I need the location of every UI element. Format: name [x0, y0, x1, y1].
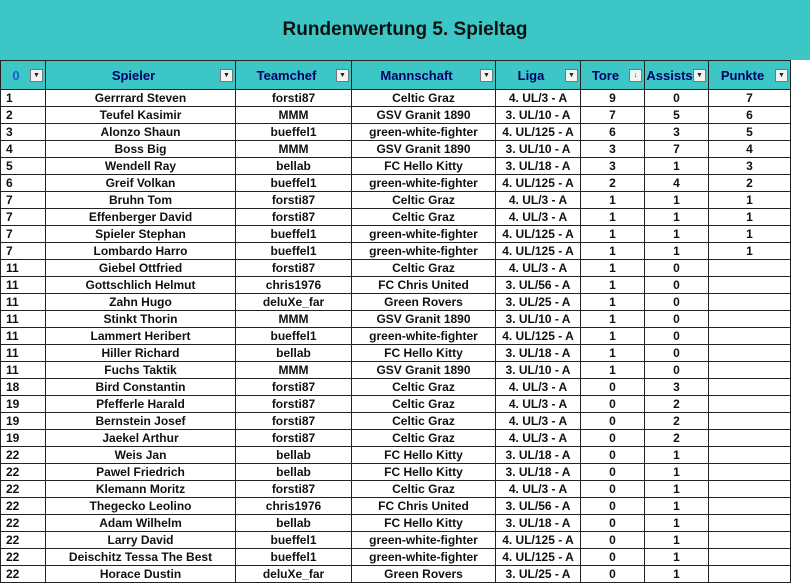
tore-cell: 3	[581, 141, 645, 158]
tore-cell: 7	[581, 107, 645, 124]
liga-cell: 3. UL/10 - A	[496, 311, 581, 328]
page-title: Rundenwertung 5. Spieltag	[282, 19, 528, 40]
column-header-label: Liga	[517, 67, 545, 83]
rank-cell: 3	[1, 124, 46, 141]
rank-cell: 18	[1, 379, 46, 396]
table-row	[1, 430, 791, 447]
assists-cell: 2	[645, 413, 709, 430]
rank-cell: 22	[1, 532, 46, 549]
mannschaft-cell: FC Hello Kitty	[352, 158, 496, 175]
punkte-cell	[709, 260, 791, 277]
punkte-cell	[709, 277, 791, 294]
teamchef-cell: bueffel1	[236, 175, 352, 192]
teamchef-cell: bellab	[236, 345, 352, 362]
liga-cell: 4. UL/3 - A	[496, 379, 581, 396]
column-header-rank	[1, 61, 46, 90]
assists-cell: 1	[645, 464, 709, 481]
punkte-cell	[709, 498, 791, 515]
punkte-cell	[709, 328, 791, 345]
column-header-label: Teamchef	[256, 67, 317, 83]
punkte-cell	[709, 430, 791, 447]
mannschaft-cell: FC Hello Kitty	[352, 447, 496, 464]
liga-cell: 3. UL/18 - A	[496, 447, 581, 464]
tore-cell: 2	[581, 175, 645, 192]
mannschaft-cell: green-white-fighter	[352, 175, 496, 192]
teamchef-cell: bueffel1	[236, 226, 352, 243]
teamchef-cell: forsti87	[236, 430, 352, 447]
column-header-label: Punkte	[720, 67, 765, 83]
column-header-label: Spieler	[111, 67, 156, 83]
teamchef-cell: bellab	[236, 464, 352, 481]
punkte-cell	[709, 379, 791, 396]
table-row	[1, 447, 791, 464]
punkte-cell: 1	[709, 243, 791, 260]
mannschaft-cell: GSV Granit 1890	[352, 107, 496, 124]
punkte-cell: 2	[709, 175, 791, 192]
table-row	[1, 192, 791, 209]
liga-cell: 3. UL/25 - A	[496, 566, 581, 583]
spieler-cell: Teufel Kasimir	[46, 107, 236, 124]
spieler-cell: Greif Volkan	[46, 175, 236, 192]
column-header-mannschaft	[352, 61, 496, 90]
punkte-cell: 7	[709, 90, 791, 107]
punkte-cell: 1	[709, 226, 791, 243]
rank-cell: 19	[1, 430, 46, 447]
tore-cell: 0	[581, 464, 645, 481]
table-row	[1, 260, 791, 277]
table-body	[1, 90, 791, 583]
teamchef-cell: MMM	[236, 107, 352, 124]
rank-cell: 5	[1, 158, 46, 175]
rank-cell: 2	[1, 107, 46, 124]
table-row	[1, 532, 791, 549]
liga-cell: 4. UL/3 - A	[496, 192, 581, 209]
liga-cell: 3. UL/25 - A	[496, 294, 581, 311]
table-row	[1, 107, 791, 124]
assists-cell: 1	[645, 566, 709, 583]
mannschaft-cell: GSV Granit 1890	[352, 141, 496, 158]
assists-cell: 5	[645, 107, 709, 124]
teamchef-cell: bellab	[236, 515, 352, 532]
mannschaft-cell: GSV Granit 1890	[352, 362, 496, 379]
rank-cell: 22	[1, 566, 46, 583]
punkte-cell	[709, 396, 791, 413]
liga-cell: 3. UL/10 - A	[496, 141, 581, 158]
punkte-cell	[709, 413, 791, 430]
mannschaft-cell: Celtic Graz	[352, 90, 496, 107]
liga-cell: 4. UL/125 - A	[496, 549, 581, 566]
punkte-cell	[709, 549, 791, 566]
mannschaft-cell: FC Hello Kitty	[352, 515, 496, 532]
filter-dropdown-icon[interactable]: ▼	[336, 69, 349, 82]
mannschaft-cell: green-white-fighter	[352, 226, 496, 243]
liga-cell: 3. UL/18 - A	[496, 464, 581, 481]
spieler-cell: Gottschlich Helmut	[46, 277, 236, 294]
liga-cell: 4. UL/3 - A	[496, 430, 581, 447]
tore-cell: 0	[581, 566, 645, 583]
punkte-cell: 4	[709, 141, 791, 158]
teamchef-cell: forsti87	[236, 379, 352, 396]
rank-cell: 7	[1, 192, 46, 209]
spieler-cell: Zahn Hugo	[46, 294, 236, 311]
punkte-cell: 5	[709, 124, 791, 141]
tore-cell: 1	[581, 311, 645, 328]
teamchef-cell: MMM	[236, 311, 352, 328]
table-row	[1, 226, 791, 243]
mannschaft-cell: green-white-fighter	[352, 328, 496, 345]
spieler-cell: Weis Jan	[46, 447, 236, 464]
assists-cell: 1	[645, 515, 709, 532]
teamchef-cell: bueffel1	[236, 549, 352, 566]
table-row	[1, 294, 791, 311]
teamchef-cell: forsti87	[236, 192, 352, 209]
teamchef-cell: bueffel1	[236, 124, 352, 141]
assists-cell: 0	[645, 362, 709, 379]
teamchef-cell: forsti87	[236, 413, 352, 430]
assists-cell: 1	[645, 226, 709, 243]
mannschaft-cell: Green Rovers	[352, 566, 496, 583]
liga-cell: 4. UL/125 - A	[496, 328, 581, 345]
mannschaft-cell: Celtic Graz	[352, 396, 496, 413]
liga-cell: 4. UL/125 - A	[496, 226, 581, 243]
punkte-cell: 3	[709, 158, 791, 175]
spieler-cell: Pfefferle Harald	[46, 396, 236, 413]
spieler-cell: Jaekel Arthur	[46, 430, 236, 447]
table-row	[1, 175, 791, 192]
teamchef-cell: forsti87	[236, 481, 352, 498]
filter-dropdown-icon[interactable]: ▼	[30, 69, 43, 82]
spieler-cell: Alonzo Shaun	[46, 124, 236, 141]
spieler-cell: Lombardo Harro	[46, 243, 236, 260]
mannschaft-cell: green-white-fighter	[352, 124, 496, 141]
table-row	[1, 277, 791, 294]
rank-cell: 11	[1, 328, 46, 345]
assists-cell: 2	[645, 430, 709, 447]
rank-cell: 22	[1, 549, 46, 566]
punkte-cell	[709, 464, 791, 481]
spieler-cell: Spieler Stephan	[46, 226, 236, 243]
mannschaft-cell: Celtic Graz	[352, 430, 496, 447]
liga-cell: 3. UL/18 - A	[496, 515, 581, 532]
teamchef-cell: chris1976	[236, 498, 352, 515]
table-row	[1, 124, 791, 141]
teamchef-cell: forsti87	[236, 260, 352, 277]
mannschaft-cell: Celtic Graz	[352, 260, 496, 277]
liga-cell: 3. UL/56 - A	[496, 498, 581, 515]
teamchef-cell: forsti87	[236, 90, 352, 107]
table-row	[1, 566, 791, 583]
rank-cell: 22	[1, 447, 46, 464]
filter-dropdown-icon[interactable]: ▼	[775, 69, 788, 82]
tore-cell: 1	[581, 328, 645, 345]
tore-cell: 0	[581, 430, 645, 447]
spieler-cell: Fuchs Taktik	[46, 362, 236, 379]
rank-cell: 4	[1, 141, 46, 158]
filter-dropdown-icon[interactable]: ▼	[480, 69, 493, 82]
liga-cell: 3. UL/10 - A	[496, 107, 581, 124]
tore-cell: 0	[581, 396, 645, 413]
assists-cell: 0	[645, 277, 709, 294]
tore-cell: 1	[581, 226, 645, 243]
filter-dropdown-icon[interactable]: ▼	[693, 69, 706, 82]
column-header-label: 0	[12, 67, 20, 83]
spieler-cell: Pawel Friedrich	[46, 464, 236, 481]
table-row	[1, 498, 791, 515]
tore-cell: 1	[581, 294, 645, 311]
rank-cell: 11	[1, 277, 46, 294]
assists-cell: 3	[645, 124, 709, 141]
mannschaft-cell: FC Hello Kitty	[352, 464, 496, 481]
punkte-cell	[709, 345, 791, 362]
table-row	[1, 362, 791, 379]
spieler-cell: Thegecko Leolino	[46, 498, 236, 515]
tore-cell: 0	[581, 447, 645, 464]
punkte-cell	[709, 447, 791, 464]
tore-cell: 0	[581, 379, 645, 396]
tore-cell: 1	[581, 345, 645, 362]
liga-cell: 4. UL/125 - A	[496, 532, 581, 549]
liga-cell: 4. UL/3 - A	[496, 481, 581, 498]
assists-cell: 1	[645, 532, 709, 549]
table-row	[1, 141, 791, 158]
mannschaft-cell: FC Chris United	[352, 498, 496, 515]
filter-dropdown-icon[interactable]: ▼	[565, 69, 578, 82]
rank-cell: 11	[1, 362, 46, 379]
column-header-tore	[581, 61, 645, 90]
tore-cell: 1	[581, 362, 645, 379]
assists-cell: 1	[645, 481, 709, 498]
table-row	[1, 413, 791, 430]
column-header-liga	[496, 61, 581, 90]
tore-cell: 0	[581, 413, 645, 430]
liga-cell: 3. UL/18 - A	[496, 345, 581, 362]
teamchef-cell: bueffel1	[236, 532, 352, 549]
assists-cell: 4	[645, 175, 709, 192]
spieler-cell: Effenberger David	[46, 209, 236, 226]
rank-cell: 22	[1, 515, 46, 532]
teamchef-cell: bellab	[236, 447, 352, 464]
rank-cell: 7	[1, 243, 46, 260]
punkte-cell: 1	[709, 192, 791, 209]
punkte-cell	[709, 481, 791, 498]
spieler-cell: Klemann Moritz	[46, 481, 236, 498]
rank-cell: 22	[1, 498, 46, 515]
assists-cell: 3	[645, 379, 709, 396]
punkte-cell	[709, 294, 791, 311]
mannschaft-cell: FC Chris United	[352, 277, 496, 294]
punkte-cell: 6	[709, 107, 791, 124]
spieler-cell: Horace Dustin	[46, 566, 236, 583]
teamchef-cell: bueffel1	[236, 243, 352, 260]
rank-cell: 11	[1, 311, 46, 328]
mannschaft-cell: green-white-fighter	[352, 243, 496, 260]
rank-cell: 22	[1, 464, 46, 481]
rank-cell: 22	[1, 481, 46, 498]
liga-cell: 4. UL/125 - A	[496, 175, 581, 192]
punkte-cell	[709, 566, 791, 583]
table-row	[1, 464, 791, 481]
rank-cell: 7	[1, 209, 46, 226]
mannschaft-cell: green-white-fighter	[352, 549, 496, 566]
assists-cell: 0	[645, 311, 709, 328]
liga-cell: 4. UL/3 - A	[496, 90, 581, 107]
tore-cell: 0	[581, 549, 645, 566]
column-header-punkte	[709, 61, 791, 90]
tore-cell: 0	[581, 498, 645, 515]
rank-cell: 1	[1, 90, 46, 107]
table-row	[1, 209, 791, 226]
column-header-teamchef	[236, 61, 352, 90]
teamchef-cell: bueffel1	[236, 328, 352, 345]
liga-cell: 4. UL/3 - A	[496, 413, 581, 430]
rank-cell: 19	[1, 413, 46, 430]
mannschaft-cell: Celtic Graz	[352, 413, 496, 430]
assists-cell: 0	[645, 90, 709, 107]
teamchef-cell: forsti87	[236, 396, 352, 413]
assists-cell: 1	[645, 158, 709, 175]
tore-cell: 1	[581, 209, 645, 226]
liga-cell: 4. UL/3 - A	[496, 209, 581, 226]
column-header-label: Assists	[646, 67, 693, 83]
table-row	[1, 549, 791, 566]
table-row	[1, 379, 791, 396]
table-row	[1, 515, 791, 532]
mannschaft-cell: green-white-fighter	[352, 532, 496, 549]
assists-cell: 1	[645, 498, 709, 515]
table-row	[1, 158, 791, 175]
mannschaft-cell: Celtic Graz	[352, 209, 496, 226]
table-row	[1, 396, 791, 413]
liga-cell: 4. UL/125 - A	[496, 124, 581, 141]
tore-cell: 0	[581, 532, 645, 549]
liga-cell: 3. UL/56 - A	[496, 277, 581, 294]
liga-cell: 3. UL/10 - A	[496, 362, 581, 379]
punkte-cell	[709, 311, 791, 328]
punkte-cell	[709, 532, 791, 549]
tore-cell: 1	[581, 260, 645, 277]
rank-cell: 7	[1, 226, 46, 243]
spieler-cell: Bruhn Tom	[46, 192, 236, 209]
assists-cell: 0	[645, 260, 709, 277]
column-header-spieler	[46, 61, 236, 90]
assists-cell: 1	[645, 192, 709, 209]
spieler-cell: Lammert Heribert	[46, 328, 236, 345]
spieler-cell: Deischitz Tessa The Best	[46, 549, 236, 566]
tore-cell: 0	[581, 481, 645, 498]
table-row	[1, 243, 791, 260]
teamchef-cell: MMM	[236, 141, 352, 158]
spieler-cell: Bird Constantin	[46, 379, 236, 396]
spieler-cell: Larry David	[46, 532, 236, 549]
rank-cell: 6	[1, 175, 46, 192]
teamchef-cell: deluXe_far	[236, 294, 352, 311]
table-row	[1, 481, 791, 498]
punkte-cell	[709, 362, 791, 379]
assists-cell: 0	[645, 294, 709, 311]
teamchef-cell: bellab	[236, 158, 352, 175]
assists-cell: 7	[645, 141, 709, 158]
teamchef-cell: forsti87	[236, 209, 352, 226]
assists-cell: 1	[645, 447, 709, 464]
column-header-label: Mannschaft	[380, 67, 453, 83]
spieler-cell: Stinkt Thorin	[46, 311, 236, 328]
teamchef-cell: chris1976	[236, 277, 352, 294]
assists-cell: 1	[645, 209, 709, 226]
liga-cell: 4. UL/3 - A	[496, 260, 581, 277]
spieler-cell: Hiller Richard	[46, 345, 236, 362]
tore-cell: 9	[581, 90, 645, 107]
punkte-cell: 1	[709, 209, 791, 226]
assists-cell: 0	[645, 345, 709, 362]
header-row	[1, 61, 791, 90]
assists-cell: 1	[645, 549, 709, 566]
table-row	[1, 90, 791, 107]
table-row	[1, 328, 791, 345]
spieler-cell: Bernstein Josef	[46, 413, 236, 430]
standings-table	[0, 60, 791, 583]
column-header-assists	[645, 61, 709, 90]
liga-cell: 3. UL/18 - A	[496, 158, 581, 175]
table-row	[1, 345, 791, 362]
filter-dropdown-icon[interactable]: ▼	[220, 69, 233, 82]
mannschaft-cell: Celtic Graz	[352, 481, 496, 498]
rank-cell: 11	[1, 345, 46, 362]
assists-cell: 2	[645, 396, 709, 413]
punkte-cell	[709, 515, 791, 532]
rank-cell: 19	[1, 396, 46, 413]
mannschaft-cell: FC Hello Kitty	[352, 345, 496, 362]
liga-cell: 4. UL/3 - A	[496, 396, 581, 413]
spieler-cell: Gerrrard Steven	[46, 90, 236, 107]
spieler-cell: Boss Big	[46, 141, 236, 158]
rank-cell: 11	[1, 260, 46, 277]
assists-cell: 0	[645, 328, 709, 345]
liga-cell: 4. UL/125 - A	[496, 243, 581, 260]
table-row	[1, 311, 791, 328]
sort-descending-filter-icon[interactable]: ↓	[629, 69, 642, 82]
spieler-cell: Adam Wilhelm	[46, 515, 236, 532]
column-header-label: Tore	[591, 67, 620, 83]
teamchef-cell: MMM	[236, 362, 352, 379]
tore-cell: 3	[581, 158, 645, 175]
tore-cell: 6	[581, 124, 645, 141]
rank-cell: 11	[1, 294, 46, 311]
tore-cell: 1	[581, 277, 645, 294]
tore-cell: 0	[581, 515, 645, 532]
mannschaft-cell: GSV Granit 1890	[352, 311, 496, 328]
assists-cell: 1	[645, 243, 709, 260]
mannschaft-cell: Celtic Graz	[352, 192, 496, 209]
mannschaft-cell: Celtic Graz	[352, 379, 496, 396]
tore-cell: 1	[581, 243, 645, 260]
tore-cell: 1	[581, 192, 645, 209]
mannschaft-cell: Green Rovers	[352, 294, 496, 311]
teamchef-cell: deluXe_far	[236, 566, 352, 583]
spieler-cell: Wendell Ray	[46, 158, 236, 175]
spieler-cell: Giebel Ottfried	[46, 260, 236, 277]
